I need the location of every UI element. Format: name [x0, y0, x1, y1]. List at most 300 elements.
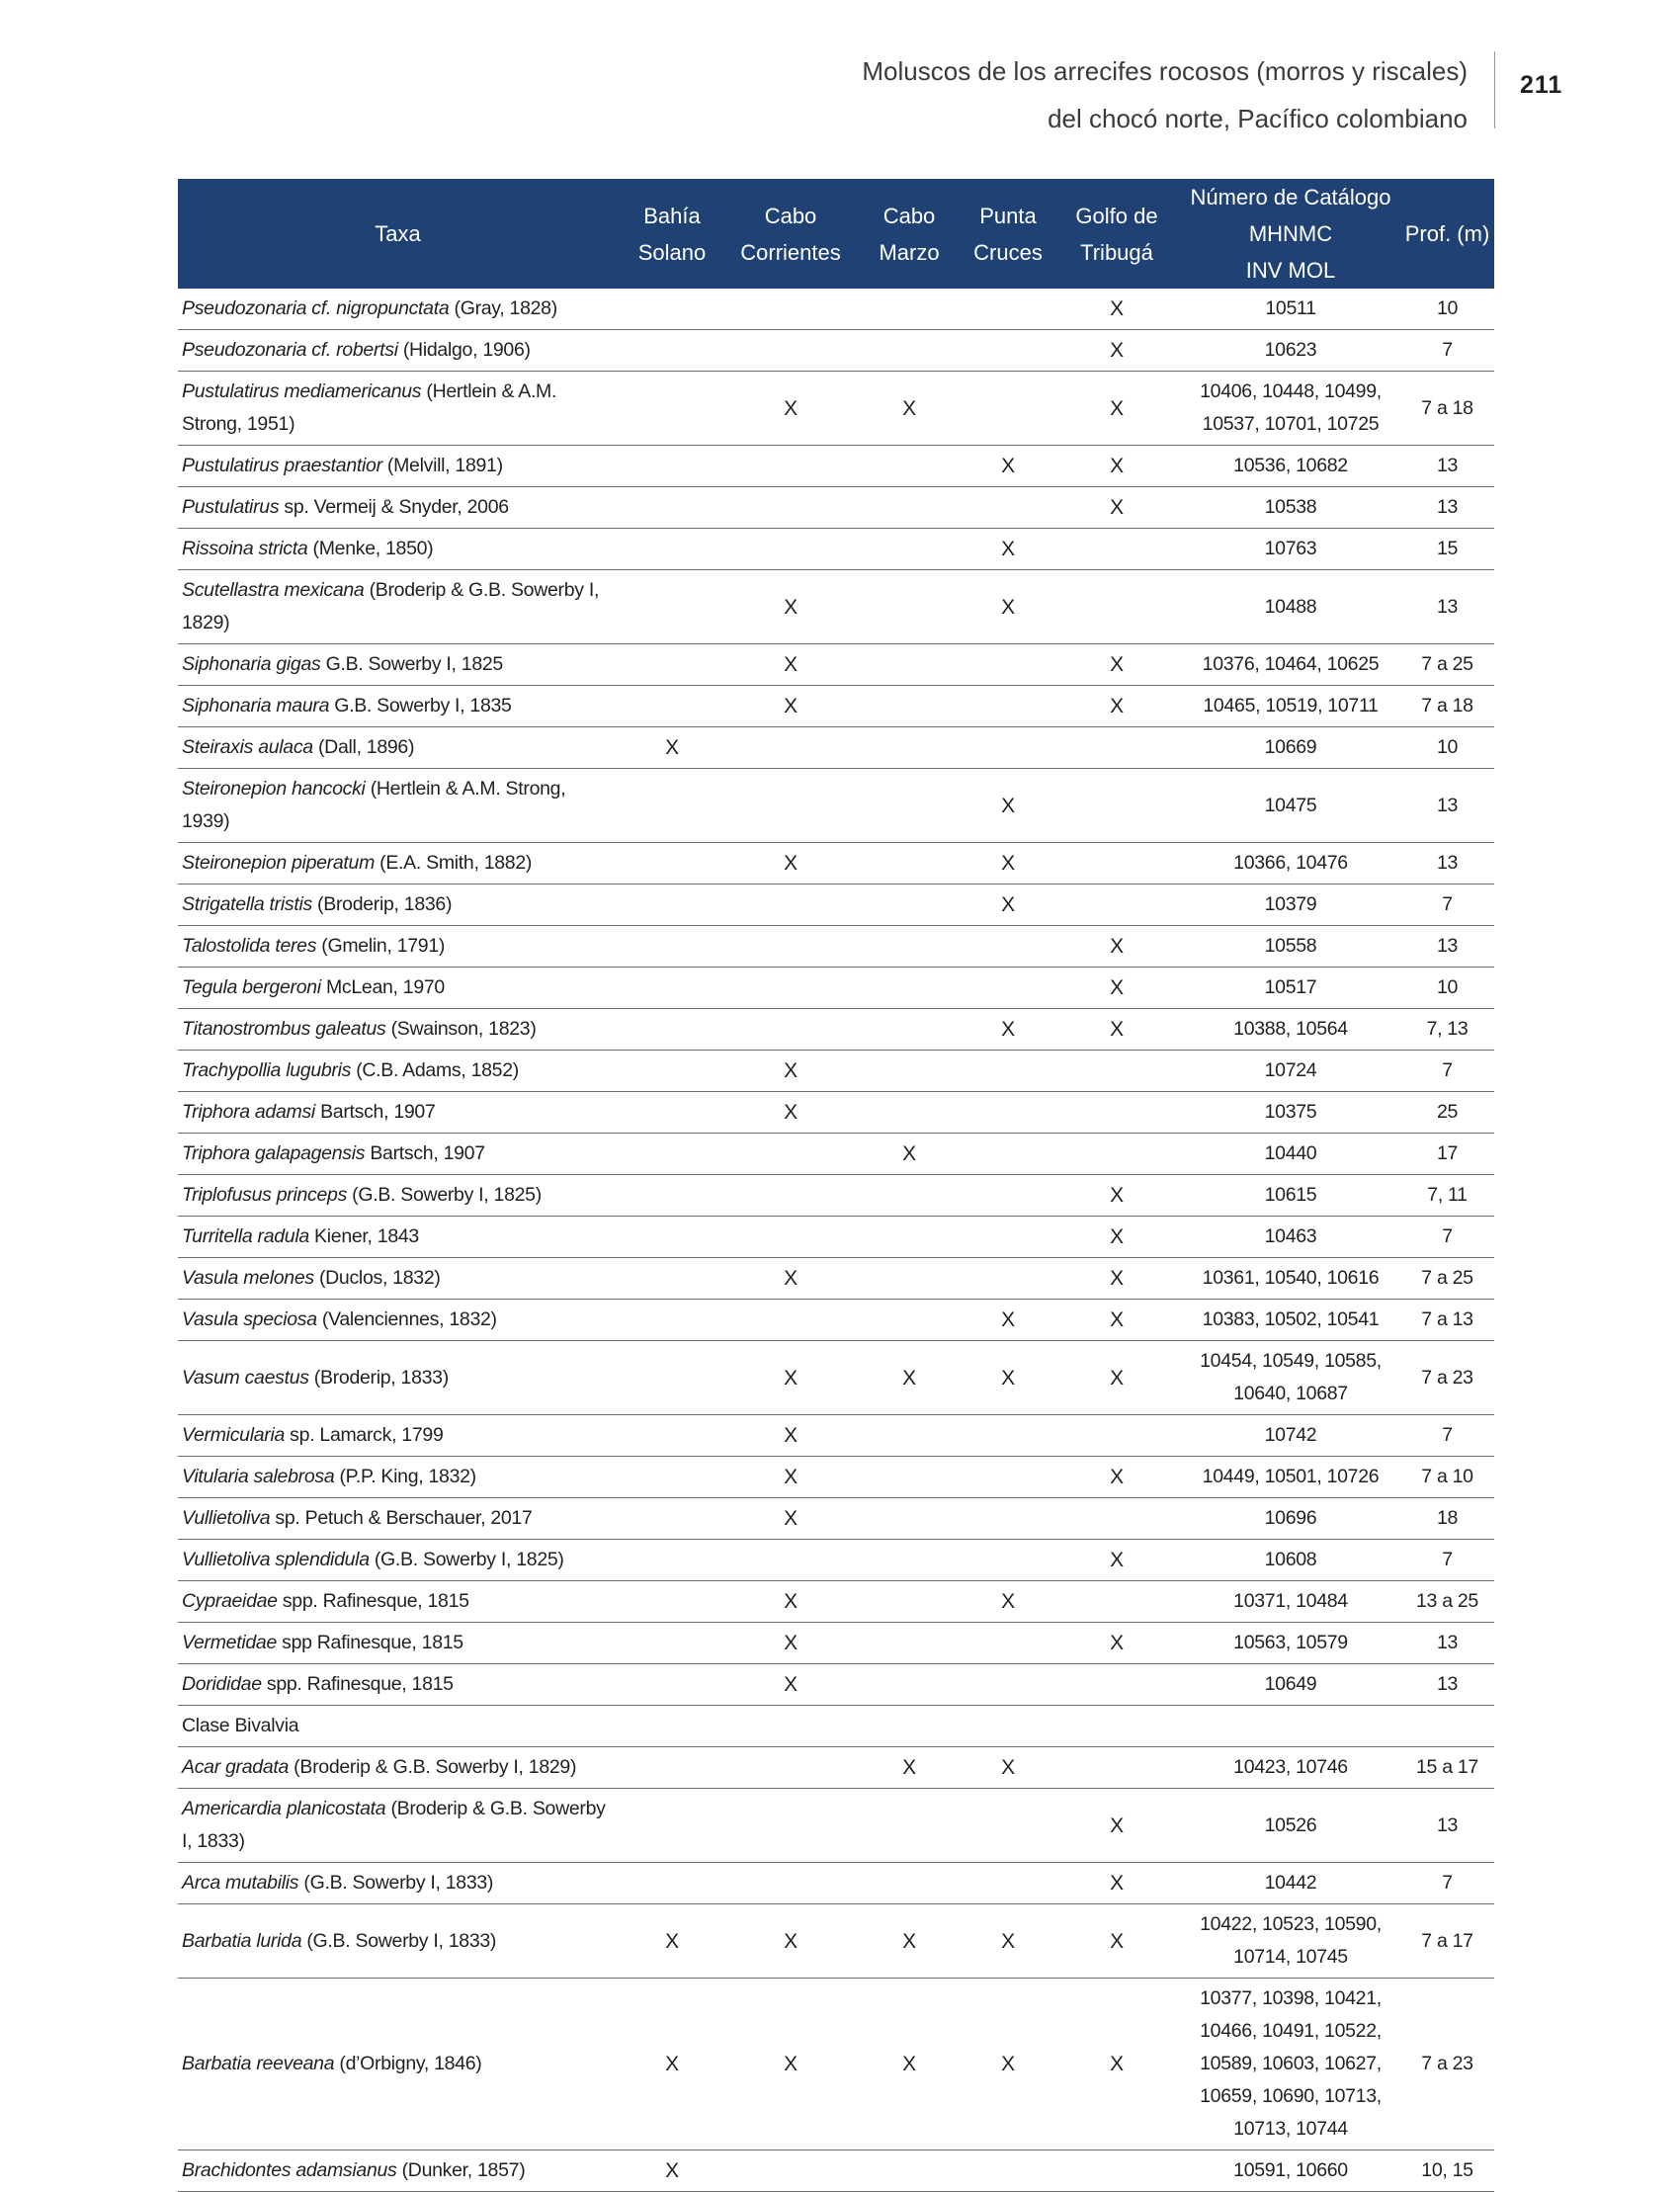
- cell-cabo-marzo: [855, 1706, 964, 1747]
- species-authority: (Hidalgo, 1906): [397, 339, 531, 361]
- cell-punta-cruces: [964, 926, 1052, 968]
- catalog-number-text: 10536, 10682: [1233, 455, 1348, 476]
- cell-punta-cruces: [964, 372, 1052, 446]
- cell-depth: 13: [1400, 487, 1494, 529]
- cell-bahia-solano: [618, 1789, 726, 1863]
- cell-bahia-solano: [618, 1217, 726, 1258]
- cell-cabo-corrientes: [726, 1706, 855, 1747]
- cell-bahia-solano: [618, 686, 726, 727]
- cell-cabo-corrientes: [726, 1747, 855, 1789]
- cell-cabo-corrientes: X: [726, 1979, 855, 2150]
- species-name: Arca mutabilis: [182, 1872, 299, 1894]
- catalog-number-text: 10442: [1264, 1872, 1317, 1894]
- cell-golfo-tribuga: X: [1052, 1863, 1181, 1904]
- cell-catalog-number: [1181, 446, 1400, 487]
- cell-cabo-marzo: [855, 1009, 964, 1051]
- cell-punta-cruces: X: [964, 769, 1052, 843]
- cell-taxa: [178, 446, 618, 487]
- cell-catalog-number: [1181, 529, 1400, 570]
- cell-golfo-tribuga: X: [1052, 1457, 1181, 1498]
- table-row: [178, 1009, 1494, 1051]
- cell-cabo-marzo: X: [855, 1904, 964, 1979]
- species-name: Vermetidae: [182, 1632, 277, 1653]
- cell-taxa: [178, 1457, 618, 1498]
- cell-cabo-corrientes: X: [726, 1498, 855, 1540]
- table-row: [178, 1904, 1494, 1979]
- cell-depth: 15 a 17: [1400, 1747, 1494, 1789]
- cell-depth: 10: [1400, 968, 1494, 1009]
- table-row: [178, 968, 1494, 1009]
- table-row: [178, 529, 1494, 570]
- table-row: [178, 1498, 1494, 1540]
- cell-punta-cruces: [964, 289, 1052, 330]
- species-name: Vullietoliva: [182, 1507, 271, 1529]
- cell-golfo-tribuga: X: [1052, 1341, 1181, 1415]
- cell-depth: 7 a 10: [1400, 1457, 1494, 1498]
- cell-taxa: [178, 487, 618, 529]
- cell-catalog-number: [1181, 330, 1400, 372]
- table-row: [178, 1623, 1494, 1664]
- cell-cabo-corrientes: [726, 1009, 855, 1051]
- cell-catalog-number: [1181, 1581, 1400, 1623]
- cell-depth: 25: [1400, 1092, 1494, 1134]
- running-head: [862, 47, 1468, 142]
- species-name: Barbatia reeveana: [182, 2053, 335, 2074]
- species-name: Tegula bergeroni: [182, 976, 321, 998]
- cell-golfo-tribuga: X: [1052, 926, 1181, 968]
- table-row: [178, 570, 1494, 644]
- cell-cabo-marzo: [855, 570, 964, 644]
- cell-cabo-corrientes: X: [726, 1415, 855, 1457]
- cell-golfo-tribuga: X: [1052, 1175, 1181, 1217]
- species-authority: Clase Bivalvia: [182, 1715, 299, 1736]
- table-row: [178, 1300, 1494, 1341]
- cell-taxa: [178, 1863, 618, 1904]
- species-authority: (Gray, 1828): [449, 297, 557, 319]
- cell-depth: 18: [1400, 1498, 1494, 1540]
- cell-depth: 15: [1400, 529, 1494, 570]
- cell-taxa: [178, 1540, 618, 1581]
- catalog-number-text: 10623: [1264, 339, 1317, 361]
- cell-taxa: [178, 1498, 618, 1540]
- cell-cabo-marzo: [855, 885, 964, 926]
- catalog-number-text: 10526: [1264, 1813, 1317, 1836]
- table-row: [178, 1747, 1494, 1789]
- cell-punta-cruces: X: [964, 1341, 1052, 1415]
- species-authority: (Hertlein & A.M. Strong, 1951): [182, 380, 557, 435]
- species-name: Dorididae: [182, 1673, 262, 1695]
- species-table: [178, 179, 1494, 2192]
- cell-bahia-solano: [618, 1498, 726, 1540]
- cell-punta-cruces: X: [964, 529, 1052, 570]
- catalog-number-text: 10383, 10502, 10541: [1202, 1308, 1380, 1330]
- cell-cabo-marzo: X: [855, 372, 964, 446]
- catalog-number-text: 10406, 10448, 10499, 10537, 10701, 10725: [1200, 380, 1382, 435]
- cell-cabo-corrientes: [726, 330, 855, 372]
- cell-depth: 7 a 23: [1400, 1979, 1494, 2150]
- species-authority: (Broderip & G.B. Sowerby I, 1833): [182, 1798, 606, 1852]
- species-authority: (Gmelin, 1791): [316, 935, 446, 957]
- cell-taxa: [178, 769, 618, 843]
- table-row: [178, 2150, 1494, 2192]
- cell-cabo-marzo: [855, 1498, 964, 1540]
- cell-taxa: [178, 1009, 618, 1051]
- cell-punta-cruces: [964, 1092, 1052, 1134]
- species-authority: (Swainson, 1823): [385, 1018, 537, 1040]
- species-authority: (Broderip, 1836): [311, 893, 453, 915]
- cell-taxa: [178, 1341, 618, 1415]
- cell-catalog-number: [1181, 1134, 1400, 1175]
- species-name: Steironepion hancocki: [182, 778, 366, 800]
- cell-punta-cruces: [964, 1217, 1052, 1258]
- species-authority: (C.B. Adams, 1852): [351, 1059, 519, 1081]
- cell-punta-cruces: X: [964, 1300, 1052, 1341]
- cell-cabo-marzo: [855, 1051, 964, 1092]
- catalog-number-text: 10517: [1264, 976, 1317, 998]
- catalog-number-text: 10511: [1265, 297, 1316, 319]
- cell-depth: 7 a 17: [1400, 1904, 1494, 1979]
- cell-depth: 13: [1400, 446, 1494, 487]
- cell-golfo-tribuga: X: [1052, 686, 1181, 727]
- species-name: Trachypollia lugubris: [182, 1059, 352, 1081]
- cell-golfo-tribuga: X: [1052, 1789, 1181, 1863]
- cell-catalog-number: [1181, 1747, 1400, 1789]
- catalog-number-text: 10465, 10519, 10711: [1203, 695, 1379, 717]
- cell-bahia-solano: [618, 1747, 726, 1789]
- cell-cabo-marzo: [855, 968, 964, 1009]
- catalog-number-text: 10669: [1264, 736, 1317, 758]
- catalog-number-text: 10763: [1264, 538, 1317, 559]
- cell-punta-cruces: [964, 686, 1052, 727]
- cell-punta-cruces: X: [964, 843, 1052, 885]
- table-row: [178, 1258, 1494, 1300]
- cell-taxa: [178, 968, 618, 1009]
- cell-cabo-corrientes: X: [726, 1258, 855, 1300]
- cell-depth: [1400, 1706, 1494, 1747]
- cell-cabo-marzo: [855, 1300, 964, 1341]
- species-authority: (Valenciennes, 1832): [316, 1308, 497, 1330]
- cell-punta-cruces: [964, 1706, 1052, 1747]
- table-body: [178, 289, 1494, 2192]
- cell-punta-cruces: [964, 1664, 1052, 1706]
- species-name: Steironepion piperatum: [182, 852, 376, 874]
- cell-golfo-tribuga: [1052, 885, 1181, 926]
- cell-taxa: [178, 1134, 618, 1175]
- cell-golfo-tribuga: X: [1052, 968, 1181, 1009]
- cell-catalog-number: [1181, 1979, 1400, 2150]
- cell-punta-cruces: X: [964, 1904, 1052, 1979]
- class-heading-row: [178, 1706, 1494, 1747]
- cell-cabo-corrientes: [726, 1540, 855, 1581]
- catalog-number-text: 10422, 10523, 10590, 10714, 10745: [1200, 1913, 1382, 1968]
- cell-catalog-number: [1181, 769, 1400, 843]
- cell-golfo-tribuga: [1052, 1664, 1181, 1706]
- cell-golfo-tribuga: X: [1052, 330, 1181, 372]
- cell-bahia-solano: [618, 1051, 726, 1092]
- species-authority: sp. Petuch & Berschauer, 2017: [270, 1507, 533, 1529]
- species-authority: (Broderip & G.B. Sowerby I, 1829): [289, 1756, 577, 1778]
- species-name: Steiraxis aulaca: [182, 736, 313, 758]
- cell-catalog-number: [1181, 1415, 1400, 1457]
- cell-cabo-corrientes: X: [726, 843, 855, 885]
- cell-golfo-tribuga: [1052, 727, 1181, 769]
- cell-catalog-number: [1181, 487, 1400, 529]
- catalog-number-text: 10591, 10660: [1233, 2159, 1348, 2181]
- species-authority: G.B. Sowerby I, 1835: [329, 695, 512, 717]
- species-name: Talostolida teres: [182, 935, 317, 957]
- cell-cabo-corrientes: [726, 529, 855, 570]
- cell-bahia-solano: [618, 1623, 726, 1664]
- cell-cabo-marzo: X: [855, 1341, 964, 1415]
- cell-cabo-marzo: X: [855, 1134, 964, 1175]
- species-name: Siphonaria maura: [182, 695, 330, 717]
- cell-golfo-tribuga: [1052, 1706, 1181, 1747]
- cell-depth: 7: [1400, 1863, 1494, 1904]
- catalog-number-text: 10608: [1264, 1549, 1317, 1570]
- species-name: Vullietoliva splendidula: [182, 1549, 370, 1570]
- cell-punta-cruces: [964, 487, 1052, 529]
- cell-bahia-solano: X: [618, 727, 726, 769]
- species-name: Rissoina stricta: [182, 538, 308, 559]
- cell-cabo-marzo: [855, 843, 964, 885]
- cell-taxa: [178, 1664, 618, 1706]
- cell-cabo-corrientes: [726, 926, 855, 968]
- species-authority: (Dall, 1896): [312, 736, 415, 758]
- table-row: [178, 644, 1494, 686]
- table-row: [178, 1540, 1494, 1581]
- species-name: Americardia planicostata: [182, 1798, 386, 1819]
- table-row: [178, 769, 1494, 843]
- cell-golfo-tribuga: [1052, 2150, 1181, 2192]
- species-name: Siphonaria gigas: [182, 653, 321, 675]
- cell-cabo-marzo: [855, 1217, 964, 1258]
- table-row: [178, 686, 1494, 727]
- cell-cabo-corrientes: [726, 1300, 855, 1341]
- species-name: Triplofusus princeps: [182, 1184, 348, 1206]
- cell-bahia-solano: [618, 1134, 726, 1175]
- cell-depth: 13: [1400, 1623, 1494, 1664]
- cell-golfo-tribuga: [1052, 570, 1181, 644]
- cell-catalog-number: [1181, 570, 1400, 644]
- cell-cabo-corrientes: X: [726, 1623, 855, 1664]
- species-name: Titanostrombus galeatus: [182, 1018, 386, 1040]
- cell-cabo-marzo: X: [855, 1747, 964, 1789]
- species-authority: (G.B. Sowerby I, 1825): [369, 1549, 564, 1570]
- catalog-number-text: 10377, 10398, 10421, 10466, 10491, 10522, 10589, 10603, 10627, 10659, 10690, 10713, 10713, 10744: [1200, 1987, 1382, 2140]
- cell-cabo-marzo: [855, 1789, 964, 1863]
- cell-catalog-number: [1181, 1217, 1400, 1258]
- cell-cabo-corrientes: X: [726, 1904, 855, 1979]
- cell-catalog-number: [1181, 1457, 1400, 1498]
- cell-punta-cruces: [964, 968, 1052, 1009]
- cell-golfo-tribuga: X: [1052, 1300, 1181, 1341]
- catalog-number-text: 10563, 10579: [1233, 1632, 1348, 1653]
- species-authority: McLean, 1970: [320, 976, 445, 998]
- cell-golfo-tribuga: [1052, 843, 1181, 885]
- species-authority: (Broderip, 1833): [308, 1366, 449, 1389]
- table-row: [178, 1134, 1494, 1175]
- cell-depth: 7: [1400, 330, 1494, 372]
- species-authority: (G.B. Sowerby I, 1833): [298, 1872, 494, 1894]
- cell-bahia-solano: [618, 1009, 726, 1051]
- cell-cabo-corrientes: [726, 1175, 855, 1217]
- cell-cabo-corrientes: X: [726, 1051, 855, 1092]
- cell-taxa: [178, 570, 618, 644]
- cell-taxa: [178, 644, 618, 686]
- cell-taxa: [178, 1581, 618, 1623]
- cell-golfo-tribuga: X: [1052, 1009, 1181, 1051]
- cell-taxa: [178, 686, 618, 727]
- table-row: [178, 372, 1494, 446]
- species-authority: G.B. Sowerby I, 1825: [320, 653, 503, 675]
- cell-bahia-solano: [618, 1664, 726, 1706]
- cell-catalog-number: [1181, 1092, 1400, 1134]
- cell-taxa: [178, 1175, 618, 1217]
- table-row: [178, 885, 1494, 926]
- cell-cabo-corrientes: [726, 2150, 855, 2192]
- cell-golfo-tribuga: X: [1052, 1258, 1181, 1300]
- cell-golfo-tribuga: X: [1052, 487, 1181, 529]
- table-row: [178, 446, 1494, 487]
- cell-taxa: [178, 727, 618, 769]
- cell-punta-cruces: X: [964, 1979, 1052, 2150]
- cell-cabo-marzo: [855, 487, 964, 529]
- cell-bahia-solano: [618, 1540, 726, 1581]
- cell-golfo-tribuga: [1052, 1415, 1181, 1457]
- species-name: Scutellastra mexicana: [182, 579, 365, 601]
- cell-golfo-tribuga: X: [1052, 289, 1181, 330]
- cell-depth: 7: [1400, 1415, 1494, 1457]
- catalog-number-text: 10696: [1264, 1507, 1317, 1529]
- cell-taxa: [178, 1747, 618, 1789]
- cell-depth: 7: [1400, 1540, 1494, 1581]
- cell-catalog-number: [1181, 1051, 1400, 1092]
- cell-golfo-tribuga: [1052, 1498, 1181, 1540]
- cell-catalog-number: [1181, 289, 1400, 330]
- cell-punta-cruces: [964, 1175, 1052, 1217]
- cell-bahia-solano: [618, 1415, 726, 1457]
- cell-taxa: [178, 372, 618, 446]
- species-authority: spp Rafinesque, 1815: [277, 1632, 463, 1653]
- cell-bahia-solano: [618, 769, 726, 843]
- species-authority: Bartsch, 1907: [365, 1142, 485, 1164]
- cell-taxa: [178, 1217, 618, 1258]
- cell-golfo-tribuga: X: [1052, 1623, 1181, 1664]
- header-cabo-corrientes: Cabo Corrientes: [726, 179, 855, 289]
- header-taxa: Taxa: [178, 179, 618, 289]
- cell-cabo-marzo: [855, 1664, 964, 1706]
- header-depth: Prof. (m): [1400, 179, 1494, 289]
- cell-golfo-tribuga: X: [1052, 446, 1181, 487]
- cell-taxa: [178, 330, 618, 372]
- cell-depth: 13: [1400, 570, 1494, 644]
- running-head-line-1: Moluscos de los arrecifes rocosos (morros y riscales): [862, 56, 1468, 86]
- cell-catalog-number: [1181, 1904, 1400, 1979]
- cell-taxa: [178, 2150, 618, 2192]
- cell-catalog-number: [1181, 686, 1400, 727]
- cell-bahia-solano: [618, 289, 726, 330]
- species-name: Turritella radula: [182, 1225, 309, 1247]
- cell-punta-cruces: X: [964, 1581, 1052, 1623]
- cell-depth: 10: [1400, 289, 1494, 330]
- cell-taxa: [178, 1051, 618, 1092]
- cell-catalog-number: [1181, 1706, 1400, 1747]
- cell-bahia-solano: [618, 926, 726, 968]
- catalog-number-text: 10649: [1264, 1673, 1317, 1695]
- cell-cabo-marzo: [855, 446, 964, 487]
- table-row: [178, 1415, 1494, 1457]
- cell-depth: 13: [1400, 1664, 1494, 1706]
- cell-punta-cruces: X: [964, 1747, 1052, 1789]
- species-authority: spp. Rafinesque, 1815: [277, 1590, 469, 1612]
- cell-punta-cruces: X: [964, 570, 1052, 644]
- cell-catalog-number: [1181, 1009, 1400, 1051]
- cell-depth: 7, 11: [1400, 1175, 1494, 1217]
- cell-punta-cruces: [964, 1623, 1052, 1664]
- catalog-number-text: 10449, 10501, 10726: [1202, 1466, 1380, 1487]
- cell-taxa: [178, 1904, 618, 1979]
- cell-depth: 10, 15: [1400, 2150, 1494, 2192]
- species-authority: (Broderip & G.B. Sowerby I, 1829): [182, 579, 600, 633]
- table-row: [178, 1341, 1494, 1415]
- cell-cabo-marzo: [855, 1457, 964, 1498]
- species-name: Vasula melones: [182, 1267, 314, 1289]
- table-row: [178, 843, 1494, 885]
- catalog-number-text: 10440: [1264, 1142, 1317, 1164]
- species-name: Vitularia salebrosa: [182, 1466, 335, 1487]
- species-name: Pseudozonaria cf. nigropunctata: [182, 297, 450, 319]
- cell-taxa: [178, 926, 618, 968]
- cell-catalog-number: [1181, 2150, 1400, 2192]
- cell-golfo-tribuga: [1052, 1134, 1181, 1175]
- cell-taxa: [178, 529, 618, 570]
- cell-bahia-solano: [618, 330, 726, 372]
- header-divider: [1494, 51, 1495, 128]
- cell-depth: 7, 13: [1400, 1009, 1494, 1051]
- cell-punta-cruces: [964, 1051, 1052, 1092]
- catalog-number-text: 10388, 10564: [1233, 1018, 1348, 1040]
- cell-cabo-corrientes: X: [726, 1341, 855, 1415]
- cell-bahia-solano: [618, 644, 726, 686]
- cell-catalog-number: [1181, 372, 1400, 446]
- cell-taxa: [178, 1979, 618, 2150]
- cell-punta-cruces: [964, 1457, 1052, 1498]
- table-header-row: [178, 179, 1494, 289]
- cell-cabo-marzo: [855, 289, 964, 330]
- cell-catalog-number: [1181, 1258, 1400, 1300]
- cell-cabo-corrientes: X: [726, 1457, 855, 1498]
- cell-punta-cruces: [964, 1498, 1052, 1540]
- species-name: Pseudozonaria cf. robertsi: [182, 339, 398, 361]
- species-name: Pustulatirus mediamericanus: [182, 380, 422, 402]
- cell-catalog-number: [1181, 1540, 1400, 1581]
- cell-cabo-corrientes: X: [726, 644, 855, 686]
- cell-bahia-solano: [618, 529, 726, 570]
- species-name: Pustulatirus praestantior: [182, 455, 382, 476]
- catalog-number-text: 10379: [1264, 893, 1317, 915]
- species-name: Cypraeidae: [182, 1590, 278, 1612]
- cell-cabo-corrientes: X: [726, 686, 855, 727]
- cell-punta-cruces: [964, 1863, 1052, 1904]
- catalog-number-text: 10724: [1264, 1059, 1317, 1081]
- species-name: Strigatella tristis: [182, 893, 312, 915]
- cell-bahia-solano: [618, 1706, 726, 1747]
- cell-cabo-marzo: X: [855, 1979, 964, 2150]
- species-name: Vasula speciosa: [182, 1308, 317, 1330]
- cell-catalog-number: [1181, 843, 1400, 885]
- cell-golfo-tribuga: [1052, 1581, 1181, 1623]
- cell-catalog-number: [1181, 885, 1400, 926]
